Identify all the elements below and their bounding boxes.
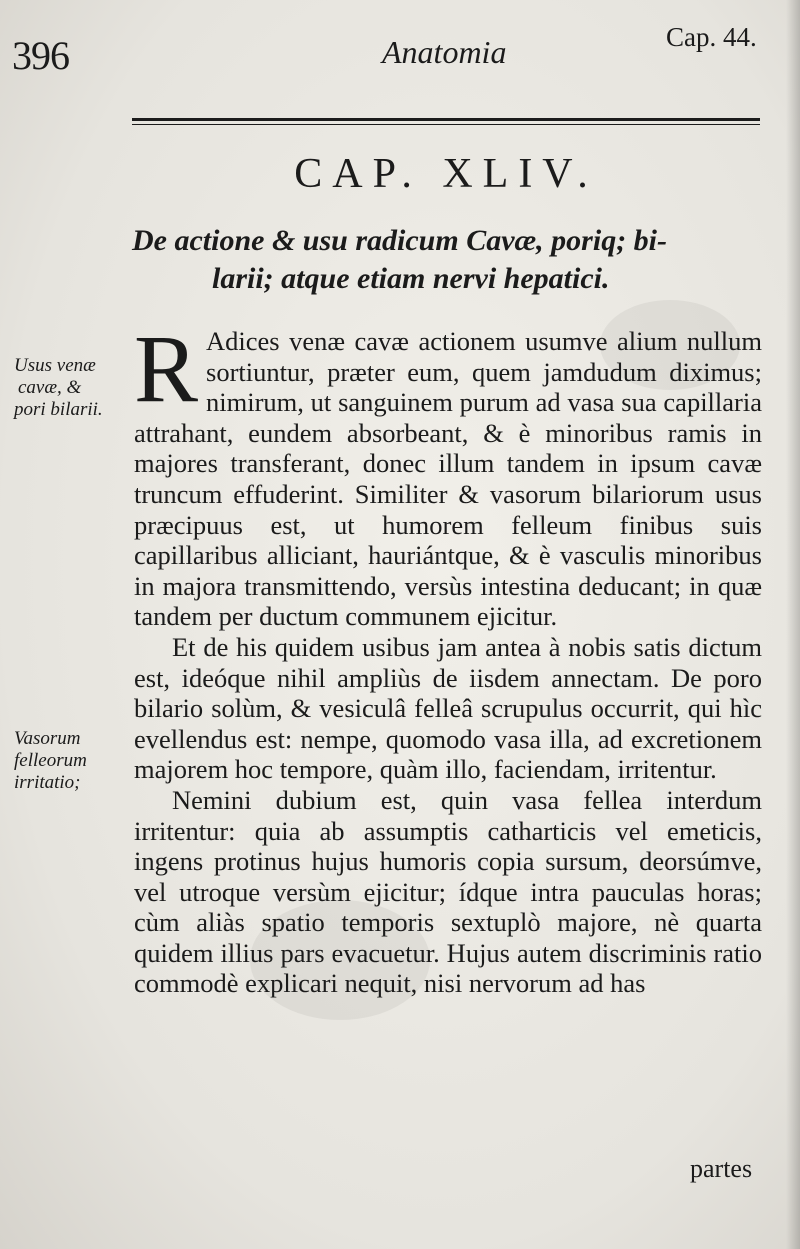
main-text: [134, 315, 762, 999]
chapter-subtitle: [132, 222, 760, 298]
side-note: [14, 355, 103, 421]
page-header: [0, 22, 800, 78]
page-edge-shadow: [786, 0, 800, 1249]
side-note-line: irritatio;: [14, 772, 81, 793]
paragraph: [134, 315, 762, 632]
running-head: Anatomia: [382, 34, 507, 70]
side-note-line: felleorum: [14, 750, 87, 771]
page-number: 396: [12, 33, 69, 78]
chapter-title: CAP. XLIV.: [294, 151, 598, 197]
catchword: partes: [690, 1154, 753, 1183]
side-note-line: Vasorum: [14, 728, 81, 749]
paragraph: Et de his quidem usibus jam antea à nobis satis dictum est, ideóque nihil ampliùs de iisdem annectam. De poro bilario solùm, & vesiculâ felleâ scrupulus occurrit, qui hìc evellendus est: nempe, quomodo vasa illa, ad excretionem majorem hoc tempore, quàm illo, faciendam, irritentur.: [134, 631, 762, 785]
chapter-reference: Cap. 44.: [666, 22, 757, 52]
subtitle-line-2: larii; atque etiam nervi hepatici.: [212, 262, 610, 295]
side-note-line: pori bilarii.: [14, 399, 103, 420]
paragraph: Nemini dubium est, quin vasa fellea interdum irritentur: quia ab assumptis catharticis vel emeticis, ingens protinus hujus humoris copia sursum, deorsúmve, vel utroque versùm ejicitur; ídque intra pauculas horas; cùm aliàs spatio temporis sextuplò majore, nè quarta quidem illius pars evacuetur. Hujus autem discriminis ratio commodè explicari nequit, nisi nervorum ad has: [134, 784, 762, 999]
side-note-line: Usus venæ: [14, 355, 96, 376]
header-rule: [132, 118, 760, 125]
subtitle-line-1: De actione & usu radicum Cavæ, poriq; bi-: [132, 224, 668, 257]
drop-cap: R: [134, 315, 199, 422]
side-note-line: cavæ, &: [18, 377, 82, 398]
side-note: [14, 728, 87, 794]
paragraph-text: Adices venæ cavæ actionem usumve alium nullum sortiuntur, præter eum, quem jamdudum diximus; nimirum, ut sanguinem purum ad vasa sua capillaria attrahant, eundem absorbeant, & è minoribus ramis in majores transferant, donec illum tandem in ipsum cavæ truncum effuderint. Similiter & vasorum bilariorum usus præcipuus est, ut humorem felleum finibus suis capillaribus alliciant, hauriántque, & è vasculis minoribus in majora transmittendo, versùs intestina deducant; in quæ tandem per ductum communem ejicitur.: [134, 326, 762, 632]
